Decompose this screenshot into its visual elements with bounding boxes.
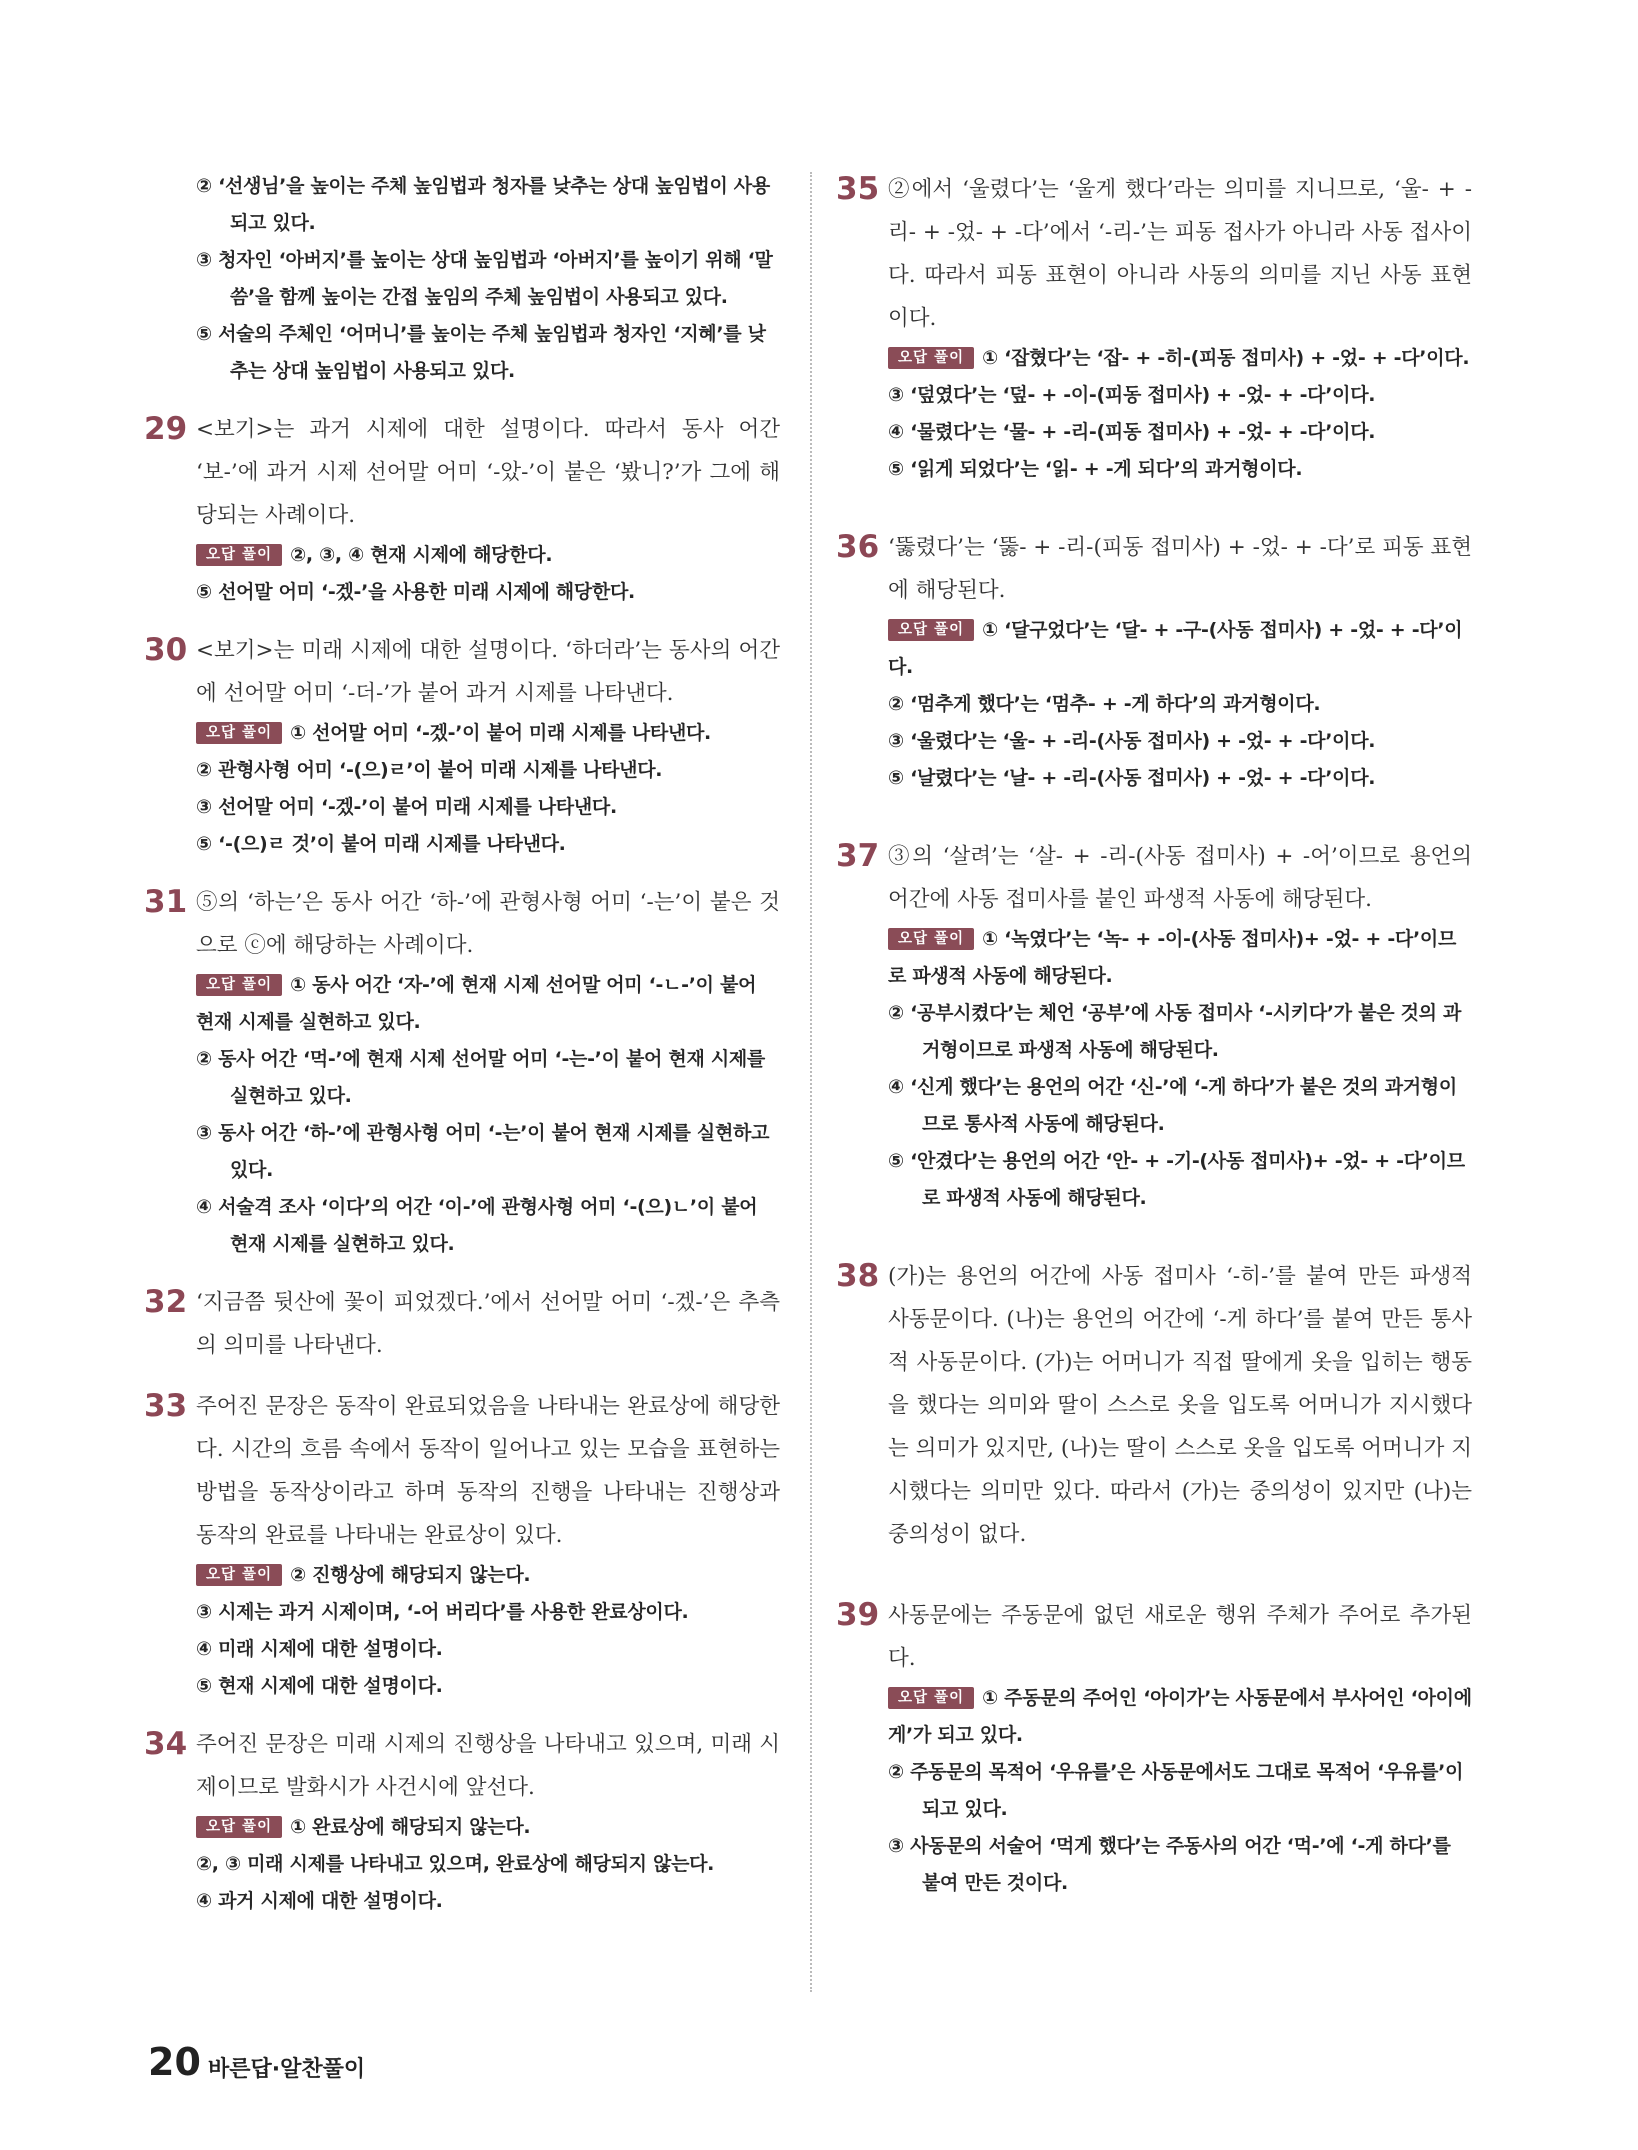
wrong-answer-tag: 오답 풀이 xyxy=(196,974,282,996)
note: ② ‘선생님’을 높이는 주체 높임법과 청자를 낮추는 상대 높임법이 사용되고 있다. xyxy=(196,175,770,234)
note: ⑤ 서술의 주체인 ‘어머니’를 높이는 주체 높임법과 청자인 ‘지혜’를 낮추는 상대 높임법이 사용되고 있다. xyxy=(196,323,766,382)
question-37 xyxy=(836,835,1472,1217)
question-39 xyxy=(836,1594,1472,1902)
note: ③ 동사 어간 ‘하-’에 관형사형 어미 ‘-는’이 붙어 현재 시제를 실현하고 있다. xyxy=(196,1122,770,1181)
explanation: 주어진 문장은 동작이 완료되었음을 나타내는 완료상에 해당한다. 시간의 흐름 속에서 동작이 일어나고 있는 모습을 표현하는 방법을 동작상이라고 하며 동작의 진행을 나타내는 진행상과 동작의 완료를 나타내는 완료상이 있다. xyxy=(196,1394,780,1548)
note: ② 동사 어간 ‘먹-’에 현재 시제 선어말 어미 ‘-는-’이 붙어 현재 시제를 실현하고 있다. xyxy=(196,1048,765,1107)
note: ⑤ 현재 시제에 대한 설명이다. xyxy=(196,1675,443,1697)
question-number: 29 xyxy=(144,411,188,447)
note: ④ 서술격 조사 ‘이다’의 어간 ‘이-’에 관형사형 어미 ‘-(으)ㄴ’이 붙어 현재 시제를 실현하고 있다. xyxy=(196,1196,758,1255)
note: ④ ‘물렸다’는 ‘물- + -리-(피동 접미사) + -었- + -다’이다. xyxy=(888,421,1376,443)
explanation: (가)는 용언의 어간에 사동 접미사 ‘-히-’를 붙여 만든 파생적 사동문이다. (나)는 용언의 어간에 ‘-게 하다’를 붙여 만든 통사적 사동문이다. (가)는 어머니가 직접 딸에게 옷을 입히는 행동을 했다는 의미와 딸이 스스로 옷을 입도록 어머니가 지시했다는 의미가 있지만, (나)는 딸이 스스로 옷을 입도록 어머니가 지시했다는 의미만 있다. 따라서 (가)는 중의성이 있지만 (나)는 중의성이 없다. xyxy=(888,1264,1472,1547)
page-number: 20 xyxy=(148,2040,201,2084)
left-column xyxy=(144,168,780,1920)
note: ① ‘달구었다’는 ‘달- + -구-(사동 접미사) + -었- + -다’이다. xyxy=(888,619,1463,678)
wrong-answer-tag: 오답 풀이 xyxy=(888,619,974,641)
note: ④ 미래 시제에 대한 설명이다. xyxy=(196,1638,443,1660)
wrong-answer-tag: 오답 풀이 xyxy=(888,928,974,950)
wrong-answer-first xyxy=(196,1557,780,1594)
note: ③ 사동문의 서술어 ‘먹게 했다’는 주동사의 어간 ‘먹-’에 ‘-게 하다’를 붙여 만든 것이다. xyxy=(888,1835,1451,1894)
note: ⑤ ‘안겼다’는 용언의 어간 ‘안- + -기-(사동 접미사)+ -었- + -다’이므로 파생적 사동에 해당된다. xyxy=(888,1150,1465,1209)
note: ③ 선어말 어미 ‘-겠-’이 붙어 미래 시제를 나타낸다. xyxy=(196,796,617,818)
question-35 xyxy=(836,168,1472,488)
question-31 xyxy=(144,881,780,1263)
question-number: 31 xyxy=(144,884,188,920)
note: ① 선어말 어미 ‘-겠-’이 붙어 미래 시제를 나타낸다. xyxy=(290,722,711,744)
wrong-answer-first xyxy=(888,1680,1472,1754)
note: ① ‘녹였다’는 ‘녹- + -이-(사동 접미사)+ -었- + -다’이므로 파생적 사동에 해당된다. xyxy=(888,928,1457,987)
wrong-answer-tag: 오답 풀이 xyxy=(196,1816,282,1838)
wrong-answer-first xyxy=(196,967,780,1041)
note: ⑤ 선어말 어미 ‘-겠-’을 사용한 미래 시제에 해당한다. xyxy=(196,581,635,603)
wrong-answer-tag: 오답 풀이 xyxy=(888,347,974,369)
right-column xyxy=(836,168,1472,1902)
note: ① 완료상에 해당되지 않는다. xyxy=(290,1816,531,1838)
note: ③ ‘덮였다’는 ‘덮- + -이-(피동 접미사) + -었- + -다’이다. xyxy=(888,384,1376,406)
question-29 xyxy=(144,408,780,611)
note: ②, ③, ④ 현재 시제에 해당한다. xyxy=(290,544,553,566)
question-number: 33 xyxy=(144,1388,188,1424)
question-36 xyxy=(836,526,1472,797)
question-38 xyxy=(836,1255,1472,1556)
column-divider xyxy=(810,172,812,1992)
explanation: <보기>는 과거 시제에 대한 설명이다. 따라서 동사 어간 ‘보-’에 과거 시제 선어말 어미 ‘-았-’이 붙은 ‘봤니?’가 그에 해당되는 사례이다. xyxy=(196,417,780,528)
question-33 xyxy=(144,1385,780,1705)
question-number: 34 xyxy=(144,1726,188,1762)
wrong-answer-tag: 오답 풀이 xyxy=(196,1564,282,1586)
note: ③ ‘울렸다’는 ‘울- + -리-(사동 접미사) + -었- + -다’이다. xyxy=(888,730,1376,752)
note: ② ‘공부시켰다’는 체언 ‘공부’에 사동 접미사 ‘-시키다’가 붙은 것의 과거형이므로 파생적 사동에 해당된다. xyxy=(888,1002,1462,1061)
question-number: 35 xyxy=(836,171,880,207)
question-32 xyxy=(144,1281,780,1367)
question-number: 37 xyxy=(836,838,880,874)
note: ④ 과거 시제에 대한 설명이다. xyxy=(196,1890,443,1912)
explanation: ②에서 ‘울렸다’는 ‘울게 했다’라는 의미를 지니므로, ‘울- + -리- + -었- + -다’에서 ‘-리-’는 피동 접사가 아니라 사동 접사이다. 따라서 피동 표현이 아니라 사동의 의미를 지닌 사동 표현이다. xyxy=(888,177,1472,331)
question-30 xyxy=(144,629,780,863)
question-number: 38 xyxy=(836,1258,880,1294)
wrong-answer-first xyxy=(888,612,1472,686)
question-number: 36 xyxy=(836,529,880,565)
wrong-answer-tag: 오답 풀이 xyxy=(888,1687,974,1709)
note: ① ‘잡혔다’는 ‘잡- + -히-(피동 접미사) + -었- + -다’이다. xyxy=(982,347,1470,369)
note: ① 동사 어간 ‘자-’에 현재 시제 선어말 어미 ‘-ㄴ-’이 붙어 현재 시제를 실현하고 있다. xyxy=(196,974,757,1033)
note: ② 관형사형 어미 ‘-(으)ㄹ’이 붙어 미래 시제를 나타낸다. xyxy=(196,759,663,781)
note: ② 진행상에 해당되지 않는다. xyxy=(290,1564,531,1586)
explanation: 주어진 문장은 미래 시제의 진행상을 나타내고 있으며, 미래 시제이므로 발화시가 사건시에 앞선다. xyxy=(196,1732,780,1800)
explanation: <보기>는 미래 시제에 대한 설명이다. ‘하더라’는 동사의 어간에 선어말 어미 ‘-더-’가 붙어 과거 시제를 나타낸다. xyxy=(196,638,780,706)
question-number: 32 xyxy=(144,1284,188,1320)
explanation: ③의 ‘살려’는 ‘살- + -리-(사동 접미사) + -어’이므로 용언의 어간에 사동 접미사를 붙인 파생적 사동에 해당된다. xyxy=(888,844,1472,912)
note: ① 주동문의 주어인 ‘아이가’는 사동문에서 부사어인 ‘아이에게’가 되고 있다. xyxy=(888,1687,1472,1746)
wrong-answer-first xyxy=(196,715,780,752)
intro-notes xyxy=(148,168,780,390)
explanation: ⑤의 ‘하는’은 동사 어간 ‘하-’에 관형사형 어미 ‘-는’이 붙은 것으로 ⓒ에 해당하는 사례이다. xyxy=(196,890,780,958)
wrong-answer-first xyxy=(888,340,1472,377)
explanation: ‘뚫렸다’는 ‘뚫- + -리-(피동 접미사) + -었- + -다’로 피동 표현에 해당된다. xyxy=(888,535,1472,603)
explanation: ‘지금쯤 뒷산에 꽃이 피었겠다.’에서 선어말 어미 ‘-겠-’은 추측의 의미를 나타낸다. xyxy=(196,1290,780,1358)
wrong-answer-tag: 오답 풀이 xyxy=(196,722,282,744)
note: ⑤ ‘날렸다’는 ‘날- + -리-(사동 접미사) + -었- + -다’이다. xyxy=(888,767,1376,789)
question-number: 39 xyxy=(836,1597,880,1633)
question-number: 30 xyxy=(144,632,188,668)
note: ②, ③ 미래 시제를 나타내고 있으며, 완료상에 해당되지 않는다. xyxy=(196,1853,715,1875)
wrong-answer-tag: 오답 풀이 xyxy=(196,544,282,566)
wrong-answer-first xyxy=(196,537,780,574)
wrong-answer-first xyxy=(196,1809,780,1846)
note: ⑤ ‘-(으)ㄹ 것’이 붙어 미래 시제를 나타낸다. xyxy=(196,833,566,855)
note: ④ ‘신게 했다’는 용언의 어간 ‘신-’에 ‘-게 하다’가 붙은 것의 과거형이므로 통사적 사동에 해당된다. xyxy=(888,1076,1457,1135)
question-34 xyxy=(144,1723,780,1920)
note: ② ‘멈추게 했다’는 ‘멈추- + -게 하다’의 과거형이다. xyxy=(888,693,1321,715)
note: ③ 시제는 과거 시제이며, ‘-어 버리다’를 사용한 완료상이다. xyxy=(196,1601,689,1623)
book-section-title: 바른답·알찬풀이 xyxy=(208,2057,366,2082)
note: ③ 청자인 ‘아버지’를 높이는 상대 높임법과 ‘아버지’를 높이기 위해 ‘말씀’을 함께 높이는 간접 높임의 주체 높임법이 사용되고 있다. xyxy=(196,249,773,308)
note: ⑤ ‘읽게 되었다’는 ‘읽- + -게 되다’의 과거형이다. xyxy=(888,458,1303,480)
wrong-answer-first xyxy=(888,921,1472,995)
note: ② 주동문의 목적어 ‘우유를’은 사동문에서도 그대로 목적어 ‘우유를’이 되고 있다. xyxy=(888,1761,1464,1820)
explanation: 사동문에는 주동문에 없던 새로운 행위 주체가 주어로 추가된다. xyxy=(888,1603,1472,1671)
